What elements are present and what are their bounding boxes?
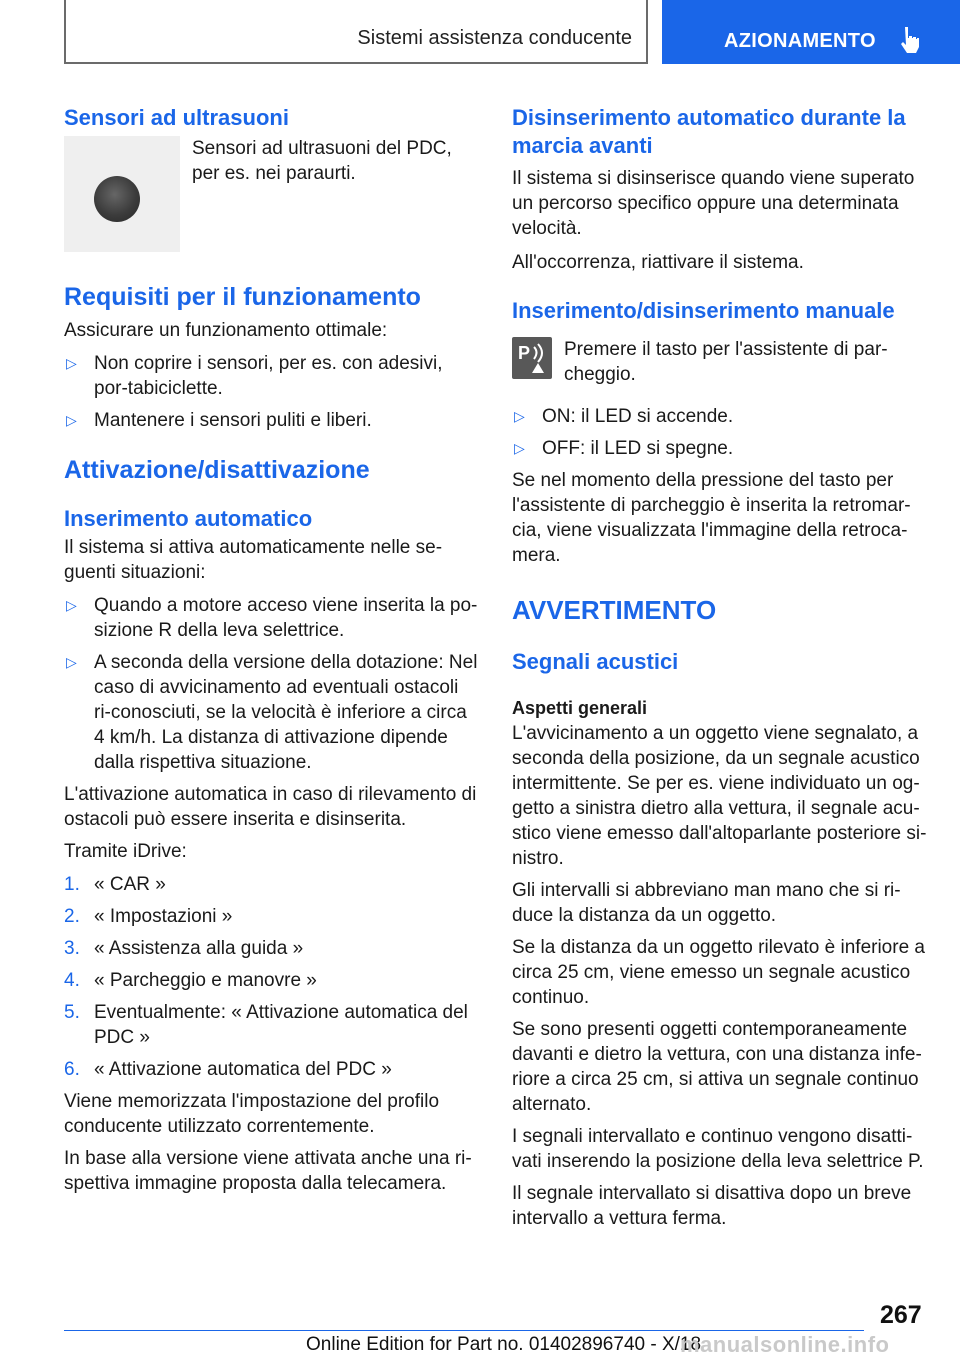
step-text: « Attivazione automatica del PDC » bbox=[94, 1059, 392, 1080]
acoustic-paragraph: L'avvicinamento a un oggetto viene segnalato, a seconda della posizione, da un segnale acustico intermittente. Se per es. viene individuato un og-getto a sinistra dietro alla vettura, il segnale acu-stico viene emesso dall'altoparlante posteriore si-nistro. bbox=[512, 723, 927, 869]
header-section-box bbox=[64, 0, 648, 64]
manual-list bbox=[512, 404, 928, 461]
step-number: 3. bbox=[64, 938, 80, 959]
list-item bbox=[64, 1057, 478, 1082]
header-section-title: Sistemi assistenza conducente bbox=[357, 27, 632, 49]
acoustic-heading: Segnali acustici bbox=[512, 649, 679, 674]
activation-heading: Attivazione/disattivazione bbox=[64, 456, 370, 484]
step-text: « CAR » bbox=[94, 874, 166, 895]
footer-divider bbox=[64, 1330, 864, 1331]
header-chapter-tab bbox=[662, 0, 960, 64]
list-item: ▷ Quando a motore acceso viene inserita la po-sizione R della leva selettrice. bbox=[64, 593, 478, 643]
sensor-icon bbox=[94, 176, 140, 222]
auto-on-list bbox=[64, 593, 478, 775]
header-chapter-title: AZIONAMENTO bbox=[724, 30, 876, 52]
idrive-steps bbox=[64, 872, 478, 1082]
acoustic-paragraph: Il segnale intervallato si disattiva dopo un breve intervallo a vettura ferma. bbox=[512, 1183, 912, 1229]
auto-off-heading: Disinserimento automatico durante la marcia avanti bbox=[512, 105, 906, 158]
list-item bbox=[64, 936, 478, 961]
idrive-intro: Tramite iDrive: bbox=[64, 841, 187, 862]
step-number: 4. bbox=[64, 970, 80, 991]
list-item bbox=[64, 904, 478, 929]
requisites-list bbox=[64, 351, 478, 433]
step-number: 5. bbox=[64, 1002, 80, 1023]
acoustic-paragraph: I segnali intervallato e continuo vengono disatti-vati inserendo la posizione della leva selettrice P. bbox=[512, 1126, 924, 1172]
step-number: 2. bbox=[64, 906, 80, 927]
list-item: ▷ ON: il LED si accende. bbox=[512, 404, 928, 429]
watermark: manualsonline.info bbox=[680, 1332, 890, 1357]
list-item: ▷ Mantenere i sensori puliti e liberi. bbox=[64, 408, 478, 433]
auto-off-note: All'occorrenza, riattivare il sistema. bbox=[512, 252, 804, 273]
ultrasonic-caption: Sensori ad ultrasuoni del PDC, per es. nei paraurti. bbox=[192, 138, 452, 184]
step-text: Eventualmente: « Attivazione automatica del PDC » bbox=[94, 1002, 468, 1048]
warning-heading: AVVERTIMENTO bbox=[512, 595, 717, 625]
step-text: « Parcheggio e manovre » bbox=[94, 970, 317, 991]
parking-p-icon bbox=[512, 337, 552, 379]
profile-note: Viene memorizzata l'impostazione del profilo conducente utilizzato correntemente. bbox=[64, 1091, 440, 1137]
ultrasonic-heading: Sensori ad ultrasuoni bbox=[64, 105, 289, 130]
auto-off-text: Il sistema si disinserisce quando viene superato un percorso specifico oppure una determinata velocità. bbox=[512, 168, 915, 239]
auto-on-intro: Il sistema si attiva automaticamente nelle se-guenti situazioni: bbox=[64, 537, 443, 583]
acoustic-paragraph: Se la distanza da un oggetto rilevato è inferiore a circa 25 cm, viene emesso un segnale acustico continuo. bbox=[512, 937, 925, 1008]
auto-on-note: L'attivazione automatica in caso di rilevamento di ostacoli può essere inserita e disinserita. bbox=[64, 784, 477, 830]
parking-assist-button-icon bbox=[512, 337, 552, 379]
camera-note: In base alla versione viene attivata anche una ri-spettiva immagine proposta dalla telecamera. bbox=[64, 1148, 472, 1194]
svg-text:P: P bbox=[518, 343, 531, 363]
requisites-heading: Requisiti per il funzionamento bbox=[64, 283, 421, 311]
list-item: ▷ A seconda della versione della dotazione: Nel caso di avvicinamento ad eventuali ostacoli ri-conosciuti, se la velocità è inferiore a circa 4 km/h. La distanza di attivazione dipende dalla rispettiva situazione. bbox=[64, 650, 478, 775]
requisites-intro: Assicurare un funzionamento ottimale: bbox=[64, 320, 388, 341]
acoustic-paragraph: Se sono presenti oggetti contemporaneamente davanti e dietro la vettura, con una distanza infe-riore a circa 25 cm, si attiva un segnale continuo alternato. bbox=[512, 1019, 922, 1115]
acoustic-paragraph: Gli intervalli si abbreviano man mano che si ri-duce la distanza da un oggetto. bbox=[512, 880, 901, 926]
list-item: ▷ Non coprire i sensori, per es. con adesivi, por-tabiciclette. bbox=[64, 351, 478, 401]
step-text: « Assistenza alla guida » bbox=[94, 938, 304, 959]
manual-note: Se nel momento della pressione del tasto per l'assistente di parcheggio è inserita la retromar-cia, viene visualizzata l'immagine della retroca-mera. bbox=[512, 470, 911, 566]
page-number: 267 bbox=[880, 1301, 922, 1329]
list-item: ▷ OFF: il LED si spegne. bbox=[512, 436, 928, 461]
ultrasonic-sensor-image bbox=[64, 136, 180, 252]
step-number: 6. bbox=[64, 1059, 80, 1080]
hand-pointer-icon bbox=[898, 25, 920, 53]
list-item bbox=[64, 968, 478, 993]
step-number: 1. bbox=[64, 874, 80, 895]
step-text: « Impostazioni » bbox=[94, 906, 233, 927]
edition-text: Online Edition for Part no. 01402896740 - X/18 bbox=[306, 1334, 702, 1355]
list-item bbox=[64, 872, 478, 897]
auto-on-heading: Inserimento automatico bbox=[64, 506, 313, 531]
manual-heading: Inserimento/disinserimento manuale bbox=[512, 298, 895, 323]
general-heading: Aspetti generali bbox=[512, 698, 648, 718]
manual-caption: Premere il tasto per l'assistente di par-cheggio. bbox=[564, 339, 888, 385]
list-item bbox=[64, 1000, 478, 1050]
